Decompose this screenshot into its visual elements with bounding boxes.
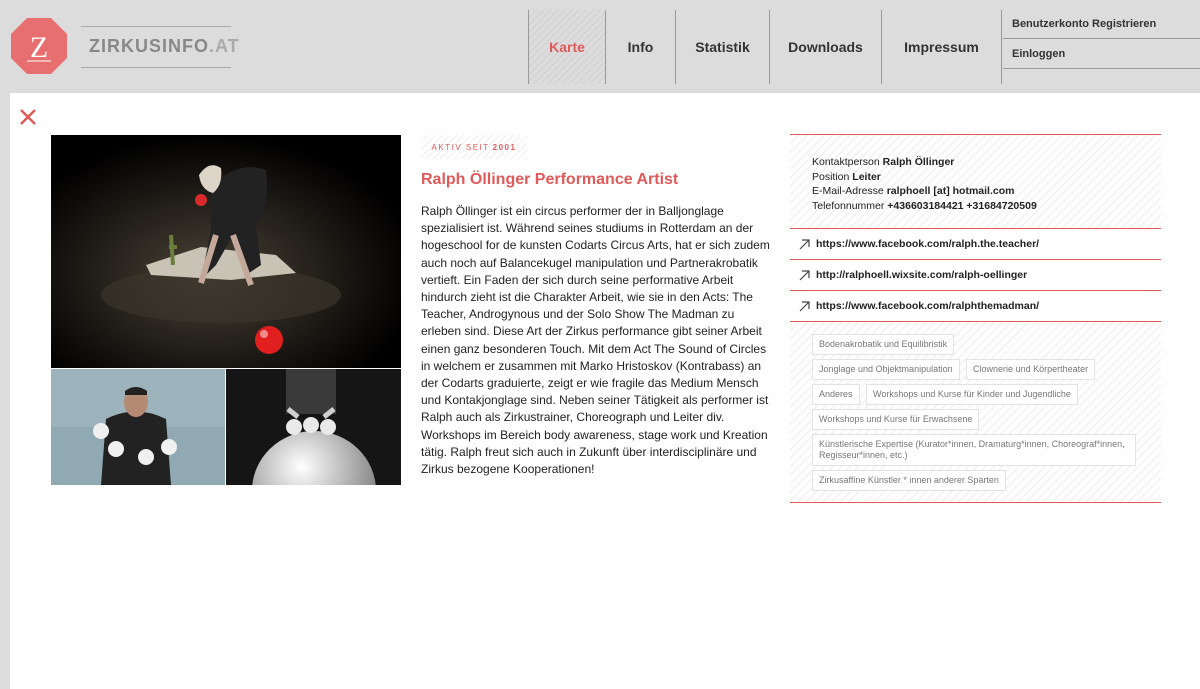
photo-stage-performance[interactable] bbox=[51, 135, 401, 368]
category-tag[interactable]: Clownerie und Körpertheater bbox=[966, 359, 1095, 380]
external-link-arrow-icon bbox=[798, 237, 812, 251]
contact-phone[interactable]: +436603184421 +31684720509 bbox=[887, 199, 1037, 212]
external-link-arrow-icon bbox=[798, 299, 812, 313]
profile-description: Ralph Öllinger ist ein circus performer der in Balljonglage spezialisiert ist. Während seines studiums in Rotterdam an der hogeschool for de kunsten Codarts Circus Arts, hat er sich zudem auch noch auf Balancekugel manipulation und Partnerakrobatik vertieft. Ein Faden der sich durch seine performative Arbeit hindurch zieht ist die Charakter Arbeit, wie sie in den Acts: The Teacher, Androgynous und der Solo Show The Madman zu erleben sind. Diese Art der Zirkus performance gibt seiner Arbeit einen ganz besonderen Touch. Mit dem Act The Sound of Circles in welchem er zusammen mit Marko Hristoskov (Kontrabass) an der Codarts graduierte, zeigt er wie fragile das Medium Mensch und Kontakjonglage sind. Neben seiner Tätigkeit als performer ist Ralph auch als Zirkustrainer, Choreograph und Leiter div. Workshops im Bereich body awareness, stage work und Kreation tätig. Ralph freut sich auch in Zukunft über interdisciplinäre und Zirkus bezogene Kooperationen! bbox=[421, 204, 770, 477]
nav-item-statistik[interactable]: Statistik bbox=[675, 10, 769, 84]
contact-column bbox=[790, 134, 1161, 503]
logo-text-suffix: .AT bbox=[209, 36, 240, 56]
nav-item-info[interactable]: Info bbox=[605, 10, 675, 84]
contact-box bbox=[790, 134, 1161, 228]
external-link[interactable] bbox=[790, 228, 1161, 259]
external-link-url: https://www.facebook.com/ralph.the.teacher/ bbox=[816, 238, 1040, 250]
profile-title: Ralph Öllinger Performance Artist bbox=[421, 171, 679, 188]
category-tag[interactable]: Workshops und Kurse für Erwachsene bbox=[812, 409, 979, 430]
register-link[interactable]: Benutzerkonto Registrieren bbox=[1003, 10, 1200, 39]
photo-juggler-balls[interactable] bbox=[51, 369, 225, 485]
active-since-year: 2001 bbox=[492, 142, 517, 152]
category-tags bbox=[790, 321, 1161, 503]
category-tag[interactable]: Workshops und Kurse für Kinder und Jugendliche bbox=[866, 384, 1078, 405]
logo-text-main: ZIRKUSINFO bbox=[89, 36, 209, 56]
active-since-label: AKTIV SEIT bbox=[431, 142, 490, 152]
main-nav bbox=[528, 10, 1002, 84]
category-tag[interactable]: Zirkusaffine Künstler * innen anderer Sparten bbox=[812, 470, 1006, 491]
logo-letter: Z bbox=[29, 31, 49, 64]
category-tag[interactable]: Jonglage und Objektmanipulation bbox=[812, 359, 960, 380]
contact-person: Ralph Öllinger bbox=[882, 156, 955, 168]
nav-item-downloads[interactable]: Downloads bbox=[769, 10, 881, 84]
profile-panel bbox=[10, 93, 1200, 689]
photo-balance-ball[interactable] bbox=[226, 369, 401, 485]
category-tag[interactable]: Bodenakrobatik und Equilibristik bbox=[812, 334, 954, 355]
close-icon[interactable] bbox=[18, 107, 38, 127]
contact-email-label: E-Mail-Adresse bbox=[812, 185, 884, 198]
contact-email[interactable]: ralphoell [at] hotmail.com bbox=[886, 185, 1015, 198]
contact-person-label: Kontaktperson bbox=[812, 156, 880, 168]
account-menu bbox=[1003, 10, 1200, 84]
contact-position-label: Position bbox=[812, 170, 850, 183]
contact-position: Leiter bbox=[852, 170, 881, 183]
contact-phone-label: Telefonnummer bbox=[812, 199, 885, 212]
logo-wordmark[interactable] bbox=[81, 26, 240, 68]
external-link[interactable] bbox=[790, 290, 1161, 321]
external-link-url: https://www.facebook.com/ralphthemadman/ bbox=[816, 300, 1040, 312]
login-link[interactable]: Einloggen bbox=[1003, 39, 1200, 69]
category-tag[interactable]: Künstlerische Expertise (Kurator*innen, Dramaturg*innen, Choreograf*innen, Regisseur*innen, etc.) bbox=[812, 434, 1136, 466]
nav-item-impressum[interactable]: Impressum bbox=[881, 10, 1002, 84]
site-header bbox=[0, 0, 1200, 93]
nav-item-karte[interactable]: Karte bbox=[528, 10, 605, 84]
logo-badge-icon[interactable] bbox=[10, 17, 68, 75]
active-since-badge bbox=[421, 135, 527, 159]
external-link-arrow-icon bbox=[798, 268, 812, 282]
category-tag[interactable]: Anderes bbox=[812, 384, 860, 405]
external-link-url: http://ralphoell.wixsite.com/ralph-oellinger bbox=[816, 269, 1028, 281]
external-link[interactable] bbox=[790, 259, 1161, 290]
